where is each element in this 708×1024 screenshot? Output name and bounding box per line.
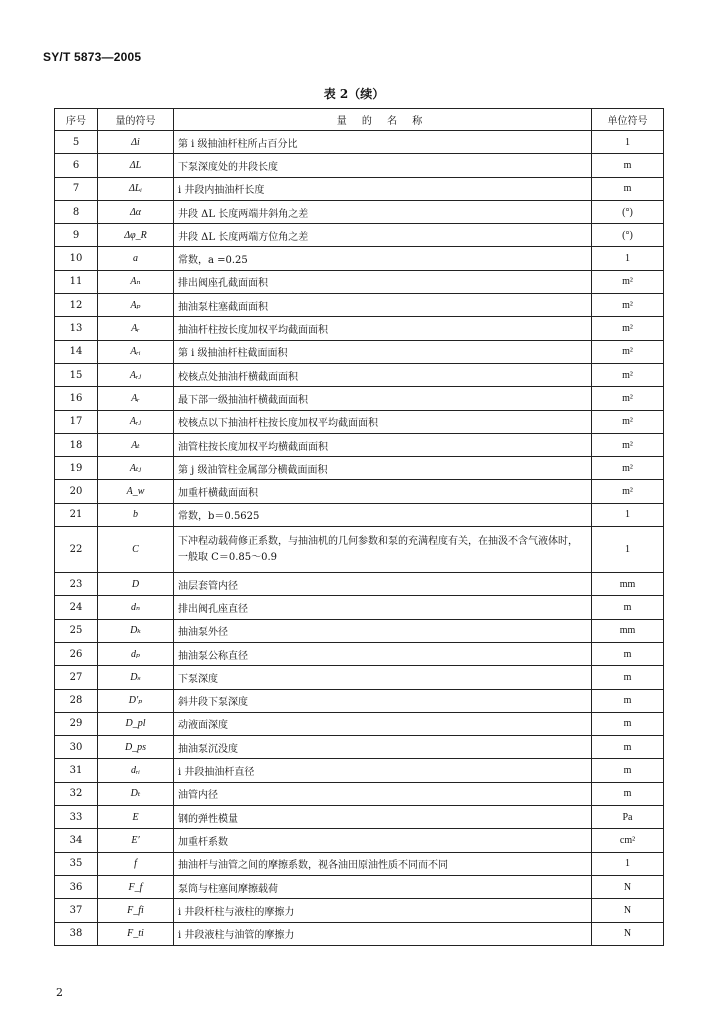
row-symbol: Aₜ [98,433,174,456]
row-seq: 22 [55,527,98,573]
row-unit: m [592,736,664,759]
row-symbol: Aᵣⱼ [98,410,174,433]
row-name: 加重杆横截面面积 [174,480,592,503]
table-row [55,387,664,410]
row-seq: 18 [55,433,98,456]
row-symbol: Aᵣⱼ [98,363,174,386]
row-name: 斜井段下泵深度 [174,689,592,712]
row-symbol: D [98,573,174,596]
row-unit: m² [592,294,664,317]
table-row [55,596,664,619]
row-symbol: F_f [98,875,174,898]
table-row [55,689,664,712]
table-row [55,247,664,270]
row-unit: m² [592,457,664,480]
row-unit: 1 [592,503,664,526]
row-name: 油管内径 [174,782,592,805]
table-row [55,433,664,456]
row-unit: m² [592,387,664,410]
row-unit: m [592,642,664,665]
row-name: 第 i 级抽油杆柱所占百分比 [174,131,592,154]
row-seq: 6 [55,154,98,177]
row-symbol: Aᵣ [98,387,174,410]
row-seq: 13 [55,317,98,340]
row-unit: m [592,712,664,735]
row-name: 常数，b＝0.5625 [174,503,592,526]
row-seq: 37 [55,899,98,922]
row-unit: Pa [592,806,664,829]
row-seq: 11 [55,270,98,293]
table-row [55,224,664,247]
row-symbol: a [98,247,174,270]
row-unit: 1 [592,247,664,270]
row-seq: 19 [55,457,98,480]
row-symbol: D_pl [98,712,174,735]
row-symbol: dₚ [98,642,174,665]
row-symbol: C [98,527,174,573]
symbol-table [54,108,664,946]
row-symbol: Aₚ [98,294,174,317]
row-name: 抽油泵公称直径 [174,642,592,665]
header-row [55,109,664,131]
row-unit: 1 [592,852,664,875]
row-symbol: b [98,503,174,526]
row-symbol: Δα [98,200,174,223]
table-row [55,503,664,526]
row-name: 排出阀孔座直径 [174,596,592,619]
row-name: 下泵深度处的井段长度 [174,154,592,177]
row-name: 抽油泵沉没度 [174,736,592,759]
row-unit: mm [592,619,664,642]
row-unit: 1 [592,527,664,573]
table-row [55,759,664,782]
table-row [55,340,664,363]
row-seq: 10 [55,247,98,270]
row-seq: 28 [55,689,98,712]
row-unit: m² [592,317,664,340]
row-name: 第 j 级油管柱金属部分横截面面积 [174,457,592,480]
table-row [55,782,664,805]
row-unit: m [592,177,664,200]
row-seq: 15 [55,363,98,386]
row-unit: m² [592,480,664,503]
table-row [55,829,664,852]
table-row [55,200,664,223]
row-name: 第 i 级抽油杆柱截面面积 [174,340,592,363]
header-seq: 序号 [55,109,98,131]
row-seq: 9 [55,224,98,247]
row-name: 排出阀座孔截面面积 [174,270,592,293]
header-name: 量 的 名 称 [174,109,592,131]
row-unit: m [592,596,664,619]
table-header [55,109,664,131]
row-symbol: E′ [98,829,174,852]
row-name: 下冲程动载荷修正系数，与抽油机的几何参数和泵的充满程度有关，在抽汲不含气液体时，一般取 C＝0.85～0.9 [174,527,592,573]
row-seq: 26 [55,642,98,665]
table-row [55,922,664,945]
row-name: 常数，a =0.25 [174,247,592,270]
row-symbol: ΔLᵢ [98,177,174,200]
row-seq: 23 [55,573,98,596]
page-number: 2 [56,986,63,999]
row-unit: N [592,922,664,945]
row-name: 井段 ΔL 长度两端井斜角之差 [174,200,592,223]
table-row [55,527,664,573]
row-seq: 24 [55,596,98,619]
row-seq: 5 [55,131,98,154]
row-symbol: A_w [98,480,174,503]
row-name: 校核点以下抽油杆柱按长度加权平均截面面积 [174,410,592,433]
row-symbol: dᵣᵢ [98,759,174,782]
row-name: 抽油杆柱按长度加权平均截面面积 [174,317,592,340]
row-seq: 38 [55,922,98,945]
table-row [55,875,664,898]
table-row [55,270,664,293]
row-symbol: F_fi [98,899,174,922]
row-seq: 8 [55,200,98,223]
row-symbol: Aᵣᵢ [98,340,174,363]
table-row [55,806,664,829]
row-name: 抽油泵柱塞截面面积 [174,294,592,317]
table-row [55,480,664,503]
table-row [55,131,664,154]
row-seq: 14 [55,340,98,363]
row-seq: 12 [55,294,98,317]
table-row [55,736,664,759]
row-name: 最下部一级抽油杆横截面面积 [174,387,592,410]
row-symbol: Dₜ [98,782,174,805]
row-symbol: ΔL [98,154,174,177]
table-row [55,852,664,875]
row-seq: 30 [55,736,98,759]
row-name: i 井段抽油杆直径 [174,759,592,782]
row-name: 抽油杆与油管之间的摩擦系数，视各油田原油性质不同而不同 [174,852,592,875]
table-row [55,642,664,665]
row-unit: 1 [592,131,664,154]
row-unit: mm [592,573,664,596]
row-seq: 36 [55,875,98,898]
header-symbol: 量的符号 [98,109,174,131]
row-name: 动液面深度 [174,712,592,735]
row-seq: 31 [55,759,98,782]
row-seq: 7 [55,177,98,200]
table-row [55,177,664,200]
row-unit: m² [592,340,664,363]
row-name: 钢的弹性模量 [174,806,592,829]
row-unit: m [592,154,664,177]
row-seq: 25 [55,619,98,642]
row-symbol: D′ₚ [98,689,174,712]
row-symbol: Δφ_R [98,224,174,247]
row-seq: 17 [55,410,98,433]
table-row [55,317,664,340]
row-name: i 井段杆柱与液柱的摩擦力 [174,899,592,922]
table-row [55,619,664,642]
table-title: 表 2（续） [323,87,385,101]
row-symbol: Aᵣ [98,317,174,340]
row-name: i 井段内抽油杆长度 [174,177,592,200]
row-seq: 21 [55,503,98,526]
row-symbol: Aₙ [98,270,174,293]
row-symbol: Δi [98,131,174,154]
row-symbol: f [98,852,174,875]
row-seq: 32 [55,782,98,805]
row-unit: (°) [592,224,664,247]
row-unit: m² [592,363,664,386]
table-row [55,294,664,317]
row-seq: 16 [55,387,98,410]
row-name: 加重杆系数 [174,829,592,852]
row-symbol: Aₜⱼ [98,457,174,480]
row-seq: 34 [55,829,98,852]
table-row [55,410,664,433]
row-symbol: dₙ [98,596,174,619]
row-name: 油管柱按长度加权平均横截面面积 [174,433,592,456]
row-unit: m [592,782,664,805]
row-name: 抽油泵外径 [174,619,592,642]
header-unit: 单位符号 [592,109,664,131]
table-row [55,899,664,922]
row-unit: (°) [592,200,664,223]
row-unit: cm² [592,829,664,852]
row-unit: N [592,875,664,898]
row-unit: N [592,899,664,922]
row-symbol: D_ps [98,736,174,759]
row-unit: m [592,759,664,782]
row-seq: 20 [55,480,98,503]
row-symbol: Dₖ [98,619,174,642]
table-row [55,363,664,386]
row-name: 下泵深度 [174,666,592,689]
row-symbol: F_ti [98,922,174,945]
table-row [55,666,664,689]
table-row [55,712,664,735]
row-name: 井段 ΔL 长度两端方位角之差 [174,224,592,247]
row-unit: m [592,689,664,712]
row-unit: m [592,666,664,689]
table-row [55,154,664,177]
row-seq: 29 [55,712,98,735]
table-body [55,131,664,946]
row-unit: m² [592,410,664,433]
row-name: 校核点处抽油杆横截面面积 [174,363,592,386]
table-row [55,457,664,480]
standard-code: SY/T 5873—2005 [43,50,142,64]
row-symbol: E [98,806,174,829]
row-name: i 井段液柱与油管的摩擦力 [174,922,592,945]
row-seq: 35 [55,852,98,875]
row-seq: 27 [55,666,98,689]
row-name: 油层套管内径 [174,573,592,596]
row-seq: 33 [55,806,98,829]
table-row [55,573,664,596]
row-unit: m² [592,270,664,293]
row-name: 泵筒与柱塞间摩擦载荷 [174,875,592,898]
row-unit: m² [592,433,664,456]
row-symbol: Dₛ [98,666,174,689]
